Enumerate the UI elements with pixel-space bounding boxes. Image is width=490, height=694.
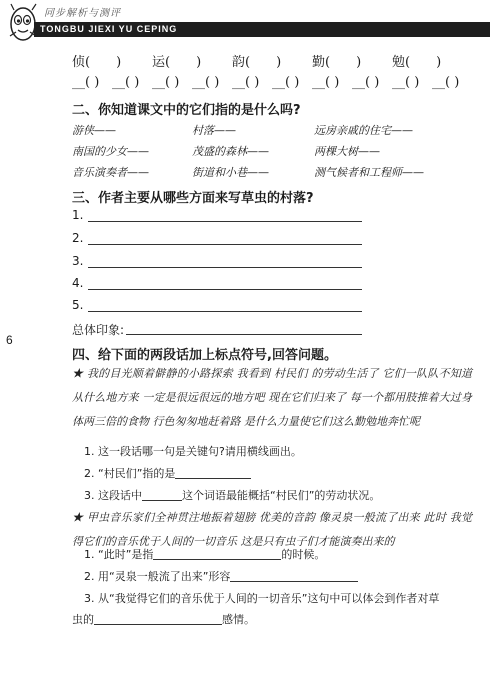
question-1-3: 3. 这段话中 这个词语最能概括“村民们”的劳动状况。 — [84, 489, 381, 502]
blank-cell[interactable]: __( ) — [72, 75, 100, 90]
answer-blank[interactable] — [94, 612, 222, 625]
question-2-1: 1. “此时”是指 的时候。 — [84, 548, 326, 561]
question-1-1: 1. 这一段话哪一句是关键句?请用横线画出。 — [84, 445, 302, 458]
char-item: 运( ) — [152, 55, 202, 70]
series-title: 同步解析与测评 — [44, 8, 121, 19]
phrase-item: 村落—— — [192, 124, 236, 137]
blank-cell[interactable]: __( ) — [392, 75, 420, 90]
phrase-item: 音乐演奏者—— — [72, 166, 149, 179]
phrase-item: 街道和小巷—— — [192, 166, 269, 179]
question-2-3-cont: 虫的 感情。 — [72, 613, 255, 626]
series-subtitle: TONGBU JIEXI YU CEPING — [40, 24, 178, 34]
char-item: 勤( ) — [312, 55, 362, 70]
section-4-heading: 四、给下面的两段话加上标点符号,回答问题。 — [72, 348, 337, 363]
char-row — [72, 51, 472, 69]
answer-line[interactable]: 3. — [72, 254, 362, 270]
blank-cell[interactable]: __( ) — [432, 75, 460, 90]
answer-blank[interactable] — [230, 569, 358, 582]
blank-row — [72, 75, 472, 93]
char-item: 韵( ) — [232, 55, 282, 70]
phrase-item: 远房亲戚的住宅—— — [314, 124, 413, 137]
phrase-item: 游侠—— — [72, 124, 116, 137]
answer-blank[interactable] — [175, 466, 251, 479]
blank-cell[interactable]: __( ) — [352, 75, 380, 90]
answer-blank[interactable] — [153, 547, 281, 560]
blank-cell[interactable]: __( ) — [272, 75, 300, 90]
char-item: 勉( ) — [392, 55, 442, 70]
answer-line[interactable]: 1. — [72, 208, 362, 224]
blank-cell[interactable]: __( ) — [192, 75, 220, 90]
page-number: 6 — [6, 333, 13, 347]
answer-line[interactable]: 4. — [72, 276, 362, 292]
question-2-2: 2. 用“灵泉一般流了出来”形容 — [84, 568, 358, 584]
blank-cell[interactable]: __( ) — [312, 75, 340, 90]
section-3-heading: 三、作者主要从哪些方面来写草虫的村落? — [72, 191, 314, 206]
char-item: 侦( ) — [72, 55, 122, 70]
blank-cell[interactable]: __( ) — [152, 75, 180, 90]
page-header — [0, 0, 490, 46]
passage-2: ★ 甲虫音乐家们全神贯注地振着翅膀 优美的音韵 像灵泉一般流了出来 此时 我觉得它们的音乐优于人间的一切音乐 这是只有虫子们才能演奏出来的 — [72, 511, 472, 548]
answer-line[interactable]: 2. — [72, 231, 362, 247]
phrase-item: 测气候者和工程师—— — [314, 166, 424, 179]
passage-1: ★ 我的目光顺着僻静的小路探索 我看到 村民们 的劳动生活了 它们一队队不知道从什么地方来 一定是很远很远的地方吧 现在它们归来了 每一个都用肢推着大过身体两三倍的食物 行色匆匆地赶着路 是什么力量使它们这么勤勉地奔忙呢 — [72, 367, 472, 428]
question-2-3: 3. 从“我觉得它们的音乐优于人间的一切音乐”这句中可以体会到作者对草 — [84, 592, 440, 605]
question-1-2: 2. “村民们”指的是 — [84, 465, 251, 481]
phrase-item: 茂盛的森林—— — [192, 145, 269, 158]
blank-cell[interactable]: __( ) — [232, 75, 260, 90]
phrase-item: 两棵大树—— — [314, 145, 380, 158]
answer-blank[interactable] — [142, 488, 182, 501]
blank-cell[interactable]: __( ) — [112, 75, 140, 90]
phrase-item: 南国的少女—— — [72, 145, 149, 158]
answer-line[interactable]: 5. — [72, 298, 362, 314]
section-2-heading: 二、你知道课文中的它们指的是什么吗? — [72, 103, 301, 118]
summary-line[interactable]: 总体印象: — [72, 321, 362, 337]
